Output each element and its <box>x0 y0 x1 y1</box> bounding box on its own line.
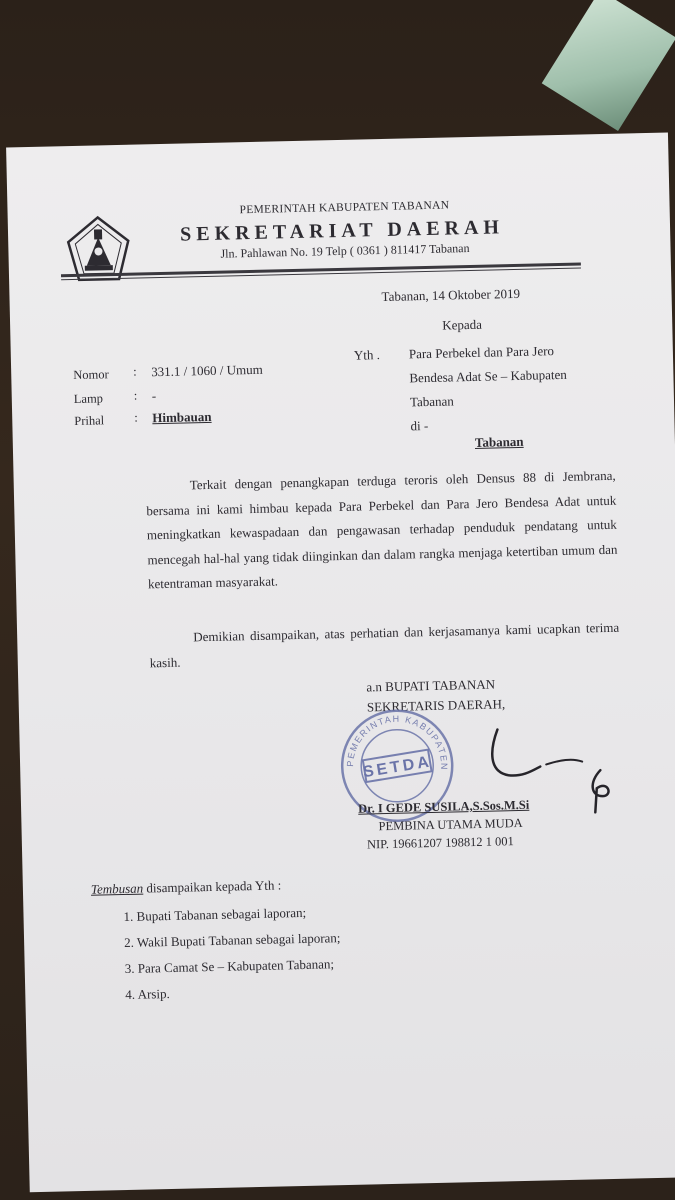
kepada-label: Kepada <box>442 316 483 333</box>
recipient-line-1: Para Perbekel dan Para Jero <box>408 343 555 362</box>
nomor-colon: : <box>133 364 137 379</box>
tembusan-item: 3. Para Camat Se – Kabupaten Tabanan; <box>124 956 335 977</box>
paraf-initial-icon <box>580 766 621 817</box>
recipient-line-2: Bendesa Adat Se – Kabupaten <box>409 366 567 386</box>
signatory-name: Dr. I GEDE SUSILA,S.Sos.M.Si <box>358 797 530 816</box>
body-paragraph-1: Terkait dengan penangkapan terduga teroris oleh Densus 88 di Jembrana, bersama ini kami himbau kepada Para Perbekel dan Para Jero Bendesa Adat untuk meningkatkan kewaspadaan dan pengawasan terhadap penduduk pendatang untuk mencegah hal-hal yang tidak diinginkan dan dalam rangka menjaga ketertiban umum dan ketentraman masyarakat. <box>146 467 618 592</box>
tembusan-heading <box>91 877 282 897</box>
lamp-colon: : <box>133 388 138 403</box>
recipient-yth: Yth . <box>353 347 381 363</box>
tembusan-item: 2. Wakil Bupati Tabanan sebagai laporan; <box>123 930 341 951</box>
letterhead-office: SEKRETARIAT DAERAH <box>179 216 505 246</box>
tembusan-label: Tembusan <box>90 880 144 897</box>
lamp-value: - <box>151 388 157 404</box>
recipient-line-3: Tabanan <box>409 393 454 410</box>
recipient-destination: Tabanan <box>474 433 524 450</box>
place-date: Tabanan, 14 Oktober 2019 <box>381 285 521 305</box>
signatory-rank: PEMBINA UTAMA MUDA <box>378 815 523 834</box>
recipient-di: di - <box>410 418 429 434</box>
letter-paper <box>6 132 675 1192</box>
stamp-text: SETDA <box>361 753 433 782</box>
signature-on-behalf: a.n BUPATI TABANAN <box>366 676 496 695</box>
prihal-colon: : <box>134 410 138 425</box>
lamp-label: Lamp <box>73 391 104 407</box>
signature-title: SEKRETARIS DAERAH, <box>366 696 506 715</box>
tembusan-item: 1. Bupati Tabanan sebagai laporan; <box>123 904 307 925</box>
letterhead-address: Jln. Pahlawan No. 19 Telp ( 0361 ) 811417 Tabanan <box>220 241 470 261</box>
nomor-value: 331.1 / 1060 / Umum <box>151 361 263 380</box>
prihal-label: Prihal <box>74 413 105 429</box>
nomor-label: Nomor <box>73 367 109 383</box>
body-paragraph-2: Demikian disampaikan, atas perhatian dan kerjasamanya kami ucapkan terima kasih. <box>149 619 620 670</box>
tembusan-item: 4. Arsip. <box>125 986 170 1003</box>
letterhead-government: PEMERINTAH KABUPATEN TABANAN <box>239 199 450 217</box>
stamp-ring-text: PEMERINTAH KABUPATEN <box>345 713 450 772</box>
signatory-nip: NIP. 19661207 198812 1 001 <box>366 834 515 852</box>
tembusan-intro: disampaikan kepada Yth : <box>143 877 282 896</box>
prihal-value: Himbauan <box>152 408 212 426</box>
